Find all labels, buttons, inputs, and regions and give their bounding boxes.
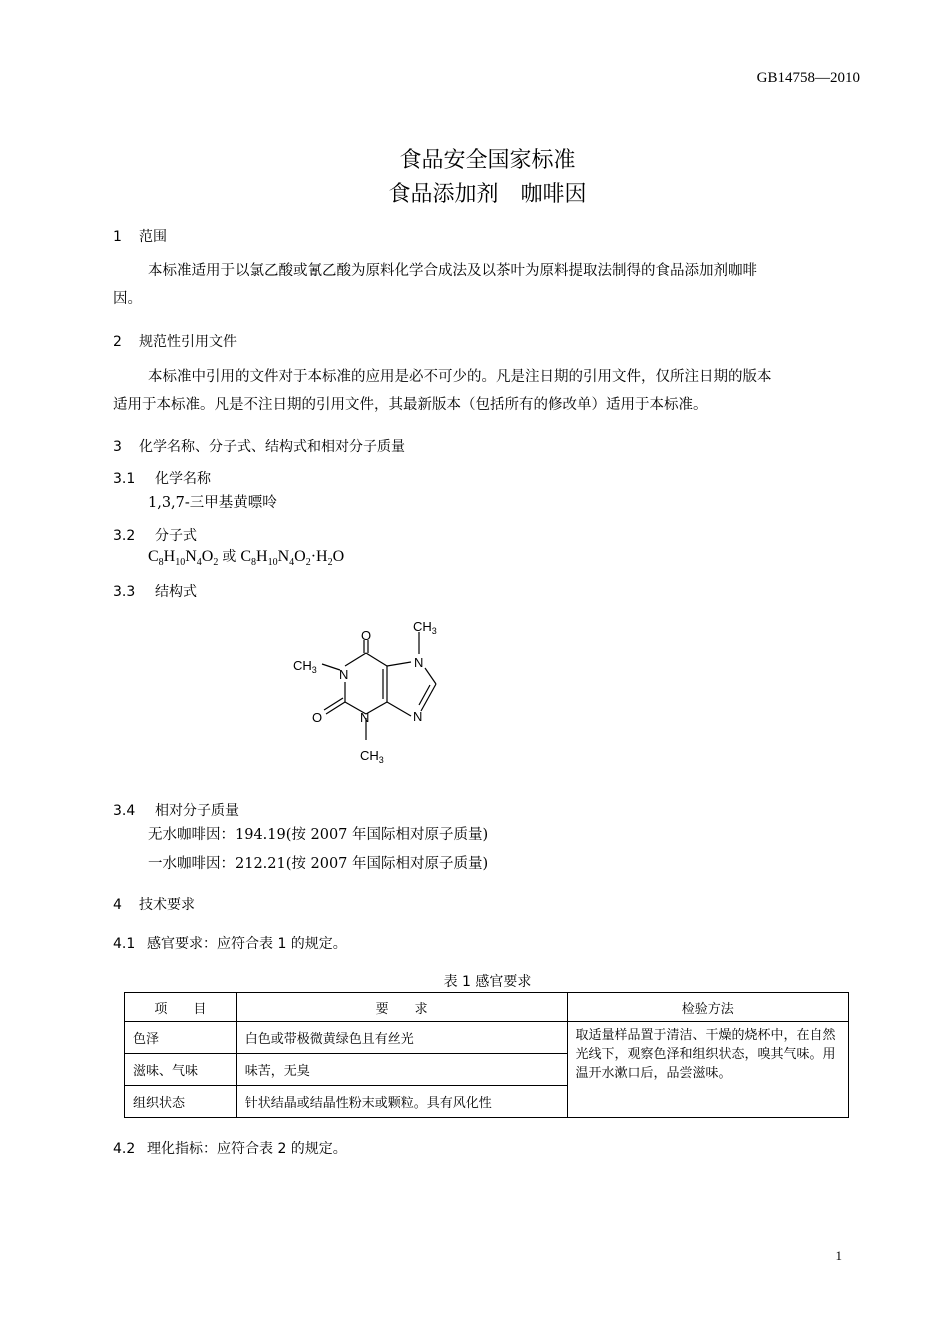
section-3-4-number: 3.4: [113, 803, 136, 819]
table-cell-method: 取适量样品置于清洁、干燥的烧杯中，在自然光线下，观察色泽和组织状态，嗅其气味。用温开水漱口后，品尝滋味。: [567, 1022, 848, 1118]
atom-oxygen-left: O: [312, 710, 323, 725]
chemical-name: 1,3,7-三甲基黄嘌呤: [148, 495, 277, 511]
section-3-3-number: 3.3: [113, 584, 136, 600]
section-3-1-heading: [113, 468, 211, 488]
standard-code: GB14758—2010: [756, 70, 860, 86]
section-4-1-heading: [113, 933, 347, 953]
section-3-title: 化学名称、分子式、结构式和相对分子质量: [139, 439, 405, 455]
section-1-heading: [113, 226, 167, 246]
section-3-2-number: 3.2: [113, 528, 136, 544]
section-3-number: 3: [113, 439, 122, 455]
section-2-heading: [113, 331, 237, 351]
section-2-number: 2: [113, 334, 122, 350]
section-1-title: 范围: [139, 229, 167, 245]
section-1-number: 1: [113, 229, 122, 245]
section-4-heading: [113, 894, 195, 914]
formula-monohydrate: $C_8H_{10}N_4O_2\cdot H_2O$: [240, 548, 345, 569]
atom-oxygen-top: O: [361, 628, 372, 643]
section-3-4-title: 相对分子质量: [155, 803, 239, 819]
table-header-requirement: 要 求: [236, 993, 567, 1022]
sensory-requirements-table: [124, 992, 849, 1118]
section-4-1-title: 感官要求：应符合表 1 的规定。: [147, 936, 347, 952]
section-2-paragraph-line1: 本标准中引用的文件对于本标准的应用是必不可少的。凡是注日期的引用文件，仅所注日期的版本: [148, 369, 772, 385]
section-3-3-heading: [113, 581, 197, 601]
table-header-method: 检验方法: [567, 993, 848, 1022]
table-cell-item: 组织状态: [125, 1086, 237, 1118]
atom-nitrogen-1: N: [339, 667, 349, 682]
table-header-item: 项 目: [125, 993, 237, 1022]
table-cell-item: 滋味、气味: [125, 1054, 237, 1086]
document-title-line2: 食品添加剂 咖啡因: [388, 182, 587, 207]
table-row: [125, 1022, 849, 1054]
section-2-title: 规范性引用文件: [139, 334, 237, 350]
section-3-2-heading: [113, 525, 197, 545]
document-title-line1: 食品安全国家标准: [399, 148, 576, 173]
section-1-paragraph-line1: 本标准适用于以氯乙酸或氰乙酸为原料化学合成法及以茶叶为原料提取法制得的食品添加剂咖啡: [148, 263, 757, 279]
table-cell-requirement: 白色或带极微黄绿色且有丝光: [236, 1022, 567, 1054]
atom-methyl-bottom: $CH_3$: [360, 748, 384, 765]
table-cell-item: 色泽: [125, 1022, 237, 1054]
section-3-4-heading: [113, 800, 239, 820]
molecular-formula: [148, 546, 344, 568]
section-4-2-number: 4.2: [113, 1141, 136, 1157]
atom-methyl-left: $CH_3$: [293, 658, 317, 675]
molar-mass-anhydrous: 无水咖啡因：194.19(按 2007 年国际相对原子质量): [148, 827, 489, 843]
section-4-2-title: 理化指标：应符合表 2 的规定。: [147, 1141, 347, 1157]
formula-or: 或: [222, 549, 237, 565]
page-number: 1: [835, 1248, 842, 1263]
section-3-2-title: 分子式: [155, 528, 197, 544]
caffeine-structure-diagram: [280, 610, 480, 780]
formula-anhydrous: $C_8H_{10}N_4O_2$: [148, 548, 219, 569]
section-2-paragraph-line2: 适用于本标准。凡是不注日期的引用文件，其最新版本（包括所有的修改单）适用于本标准。: [113, 397, 708, 413]
atom-nitrogen-9: N: [413, 709, 423, 724]
table-cell-requirement: 味苦，无臭: [236, 1054, 567, 1086]
atom-nitrogen-7: N: [414, 655, 424, 670]
table-1-caption: 表 1 感官要求: [443, 974, 532, 990]
section-3-3-title: 结构式: [155, 584, 197, 600]
section-4-number: 4: [113, 897, 122, 913]
atom-methyl-top: $CH_3$: [413, 619, 437, 636]
section-3-1-number: 3.1: [113, 471, 136, 487]
section-3-1-title: 化学名称: [155, 471, 211, 487]
section-4-1-number: 4.1: [113, 936, 136, 952]
section-4-title: 技术要求: [139, 897, 195, 913]
section-4-2-heading: [113, 1138, 347, 1158]
table-header-row: [125, 993, 849, 1022]
section-1-paragraph-line2: 因。: [113, 291, 142, 307]
atom-nitrogen-3: N: [360, 710, 370, 725]
table-cell-requirement: 针状结晶或结晶性粉末或颗粒。具有风化性: [236, 1086, 567, 1118]
section-3-heading: [113, 436, 405, 456]
molar-mass-monohydrate: 一水咖啡因：212.21(按 2007 年国际相对原子质量): [148, 856, 489, 872]
